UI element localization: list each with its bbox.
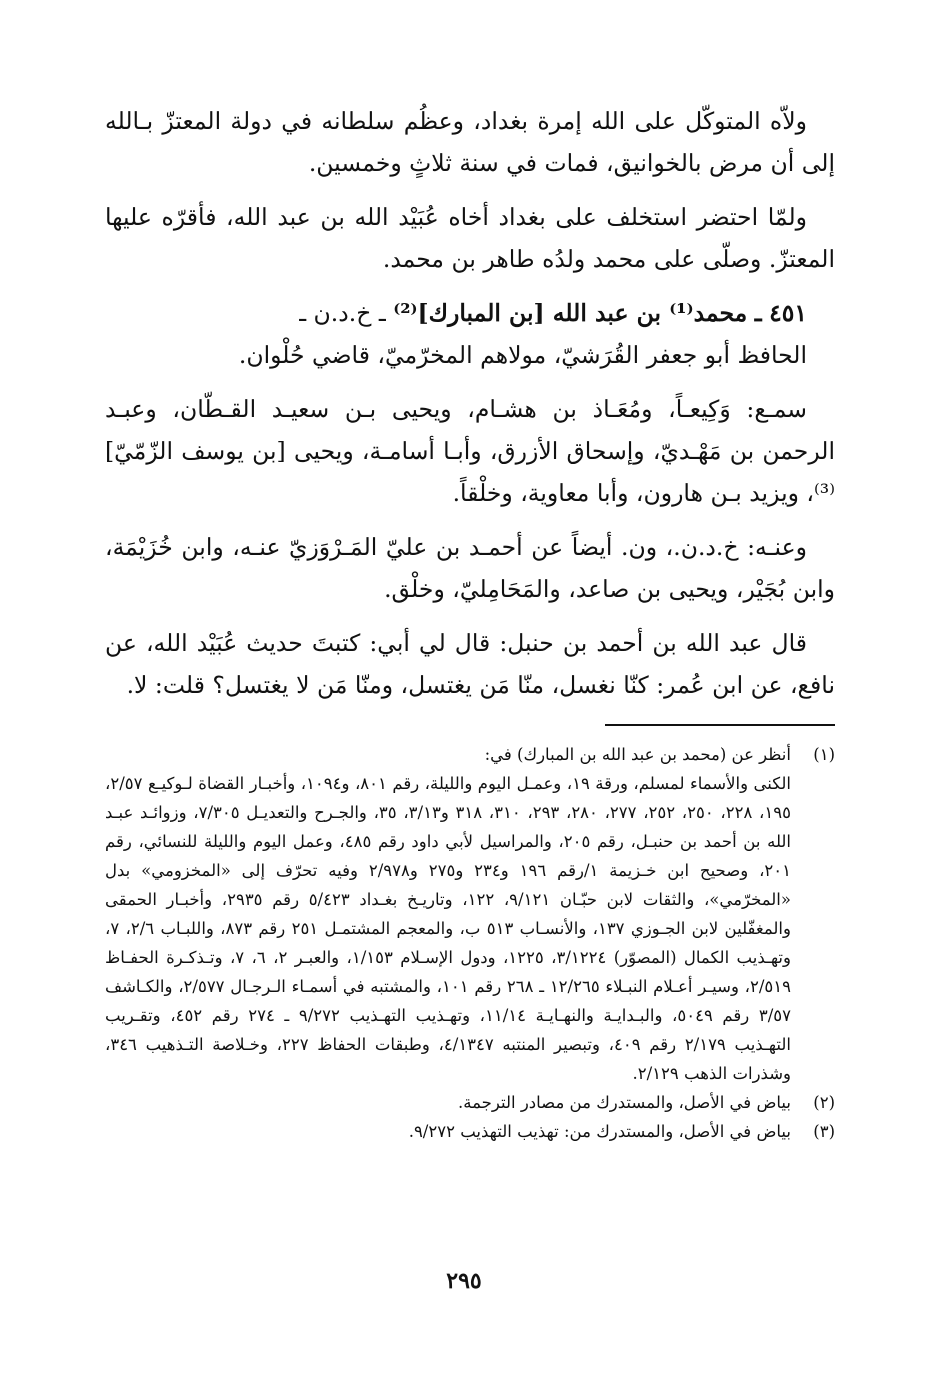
page-content	[105, 100, 835, 1146]
footnote-body: الكنى والأسماء لمسلم، ورقة ١٩، وعمـل اليوم والليلة، رقم ٨٠١، و١٠٩٤، وأخبـار القضاة لـوكيـع ٢/٥٧، ١٩٥، ٢٢٨، ٢٥٠، ٢٥٢، ٢٧٧، ٢٨٠، ٢٩٣، ٣١٠، ٣١٨ و٣/١٣، ٣٥، والجـرح والتعديـل ٧/٣٠٥، وزوائـد عبـد الله بن أحمد بن حنبـل، رقم ٢٠٥، والمراسيل لأبي داود رقم ٤٨٥، وعمل اليوم والليلة للنسائي، رقم ٢٠١، وصحيح ابن خـزيمة ١/رقم ١٩٦ و٢٣٤ و٢٧٥ و٢/٩٧٨ وفيه تحرّف إلى «المخزومي» بدل «المخرّمي»، والثقات لابن حبّـان ٩/١٢١، ١٢٢، وتاريـخ بغـداد ٥/٤٢٣ رقم ٢٩٣٥، وأخبـار الحمقى والمغفّلين لابن الجـوزي ١٣٧، والأنسـاب ٥١٣ ب، والمعجم المشتمـل ٢٥١ رقم ٨٧٣، واللبـاب ٢/٦، ٧، وتهـذيب الكمال (المصوّر) ٣/١٢٢٤، ١٢٢٥، ودول الإسـلام ١/١٥٣، والعبـر ٢، ٦، ٧، وتـذكـرة الحفـاظ ٢/٥١٩، وسيـر أعـلام النبـلاء ١٢/٢٦٥ ـ ٢٦٨ رقم ١٠١، والمشتبه في أسمـاء الـرجـال ٢/٥٧٧، والكـاشف ٣/٥٧ رقم ٥٠٤٩، والبـدايـة والنهـايـة ١١/١٤، وتهـذيب التهـذيب ٩/٢٧٢ ـ ٢٧٤ رقم ٤٥٢، وتقـريب التهـذيب ٢/١٧٩ رقم ٤٠٩، وتبصير المنتبه ٤/١٣٤٧، وطبقات الحفاظ ٢٢٧، وخـلاصة التـذهيب ٣٤٦، وشذرات الذهب ٢/١٢٩.	[105, 774, 792, 1083]
footnote-number: (١)	[813, 745, 835, 764]
footnotes	[105, 740, 835, 1146]
paragraph-2: ولمّا احتضر استخلف على بغداد أخاه عُبَيْد الله بن عبد الله، فأقرّه عليها المعتزّ. وصلّى على محمد ولدُه طاهر بن محمد.	[105, 203, 835, 273]
main-text	[105, 100, 835, 706]
footnote-body: بياض في الأصل، والمستدرك من: تهذيب التهذيب ٩/٢٧٢.	[408, 1122, 791, 1141]
entry-name: محمد⁽¹⁾ بن عبد الله [بن المبارك]⁽²⁾	[393, 299, 748, 327]
paragraph-3: سمـع: وَكِيعـاً، ومُعَـاذ بن هشـام، ويحيى بـن سعيـد القـطّان، وعبـد الرحمن بن مَهْـديّ، وإسحاق الأزرق، وأبـا أسامـة، ويحيى [بن يوسف الزّمّيّ]⁽³⁾، ويزيد بـن هارون، وأبا معاوية، وخلْقاً.	[105, 395, 835, 507]
footnote-text	[105, 740, 791, 1088]
entry-dash: ـ	[754, 299, 762, 327]
paragraph-4: وعنـه: خ.د.ن.، ون. أيضاً عن أحمـد بن عليّ المَـرْوَزيّ عنـه، وابن خُزَيْمَة، وابن بُجَيْر، ويحيى بن صاعد، والمَحَامِليّ، وخلْق.	[105, 533, 835, 603]
footnote-divider	[605, 724, 835, 726]
footnote-body: بياض في الأصل، والمستدرك من مصادر الترجمة.	[458, 1093, 791, 1112]
entry-heading	[105, 292, 835, 334]
entry-subtitle: الحافظ أبو جعفر القُرَشيّ، مولاهم المخرّميّ، قاضي حُلْوان.	[238, 341, 807, 369]
footnote-3	[105, 1117, 835, 1146]
footnote-number: (٢)	[813, 1093, 835, 1112]
page-number: ٢٩٥	[446, 1268, 482, 1294]
footnote-lead: أنظر عن (محمد بن عبد الله بن المبارك) في:	[484, 745, 791, 764]
footnote-2	[105, 1088, 835, 1117]
footnote-1	[105, 740, 835, 1088]
entry-symbols: ـ خ.د.ن ـ	[299, 299, 386, 327]
footnote-number: (٣)	[813, 1122, 835, 1141]
paragraph-5: قال عبد الله بن أحمد بن حنبل: قال لي أبي: كتبتَ حديث عُبَيْد الله، عن نافع، عن ابن عُمر: كنّا نغسل، منّا مَن يغتسل، ومنّا مَن لا يغتسل؟ قلت: لا.	[105, 629, 835, 699]
paragraph-1: ولاّه المتوكّل على الله إمرة بغداد، وعظُم سلطانه في دولة المعتزّ بـالله إلى أن مرض بالخوانيق، فمات في سنة ثلاثٍ وخمسين.	[105, 107, 835, 177]
entry-number: ٤٥١	[769, 299, 807, 327]
